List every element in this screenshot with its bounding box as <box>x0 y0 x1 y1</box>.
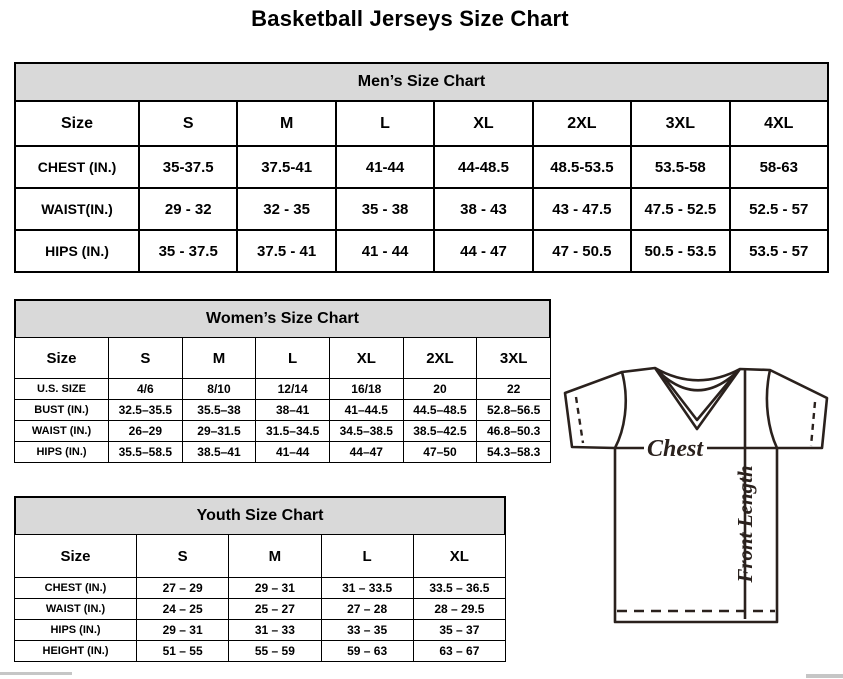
measurement-row-label: WAIST (IN.) <box>15 599 137 620</box>
size-value-cell: 35-37.5 <box>139 146 237 188</box>
size-value-cell: 33.5 – 36.5 <box>413 578 505 599</box>
size-value-cell: 27 – 28 <box>321 599 413 620</box>
size-value-cell: 35 - 37.5 <box>139 230 237 272</box>
size-column-header: L <box>336 101 434 146</box>
size-column-header: L <box>256 338 330 379</box>
size-value-cell: 47 - 50.5 <box>533 230 631 272</box>
size-value-cell: 12/14 <box>256 379 330 400</box>
measurement-row <box>15 641 506 662</box>
measurement-row <box>15 599 506 620</box>
size-column-header: XL <box>329 338 403 379</box>
size-value-cell: 31.5–34.5 <box>256 421 330 442</box>
size-column-header: 4XL <box>730 101 828 146</box>
measurement-row-label: BUST (IN.) <box>15 400 109 421</box>
size-value-cell: 26–29 <box>109 421 183 442</box>
size-column-header: S <box>139 101 237 146</box>
size-value-cell: 38–41 <box>256 400 330 421</box>
jersey-measurement-diagram <box>556 356 840 628</box>
size-value-cell: 63 – 67 <box>413 641 505 662</box>
left-cuff-stitch-line <box>576 397 583 443</box>
size-value-cell: 16/18 <box>329 379 403 400</box>
size-value-cell: 34.5–38.5 <box>329 421 403 442</box>
size-corner-header: Size <box>15 535 137 578</box>
size-column-header: L <box>321 535 413 578</box>
size-value-cell: 25 – 27 <box>229 599 321 620</box>
size-value-cell: 55 – 59 <box>229 641 321 662</box>
size-value-cell: 37.5 - 41 <box>237 230 335 272</box>
size-column-header: M <box>237 101 335 146</box>
measurement-row <box>15 421 551 442</box>
front-length-label: Front Length <box>733 465 757 583</box>
size-value-cell: 41-44 <box>336 146 434 188</box>
size-value-cell: 38 - 43 <box>434 188 532 230</box>
size-value-cell: 32.5–35.5 <box>109 400 183 421</box>
size-value-cell: 59 – 63 <box>321 641 413 662</box>
measurement-row-label: HIPS (IN.) <box>15 620 137 641</box>
measurement-row <box>15 379 551 400</box>
measurement-row <box>15 620 506 641</box>
size-column-header: 2XL <box>533 101 631 146</box>
size-value-cell: 46.8–50.3 <box>477 421 551 442</box>
size-value-cell: 37.5-41 <box>237 146 335 188</box>
chest-label: Chest <box>646 436 704 462</box>
size-value-cell: 53.5 - 57 <box>730 230 828 272</box>
womens-table-title: Women’s Size Chart <box>206 310 359 327</box>
size-value-cell: 44 - 47 <box>434 230 532 272</box>
size-value-cell: 41–44.5 <box>329 400 403 421</box>
measurement-row <box>15 188 828 230</box>
size-header-row <box>15 338 551 379</box>
size-value-cell: 47–50 <box>403 442 477 463</box>
size-value-cell: 52.5 - 57 <box>730 188 828 230</box>
left-armhole-seam <box>615 372 626 448</box>
size-value-cell: 8/10 <box>182 379 256 400</box>
size-value-cell: 29–31.5 <box>182 421 256 442</box>
scrollbar-fragment-right[interactable] <box>806 674 843 678</box>
measurement-row-label: HIPS (IN.) <box>15 442 109 463</box>
size-value-cell: 58-63 <box>730 146 828 188</box>
size-value-cell: 35 – 37 <box>413 620 505 641</box>
size-value-cell: 35.5–38 <box>182 400 256 421</box>
size-value-cell: 52.8–56.5 <box>477 400 551 421</box>
youth-table-title-bar <box>14 496 506 534</box>
size-column-header: S <box>109 338 183 379</box>
size-column-header: M <box>182 338 256 379</box>
mens-size-chart-section <box>14 62 829 273</box>
size-value-cell: 35.5–58.5 <box>109 442 183 463</box>
size-value-cell: 41 - 44 <box>336 230 434 272</box>
size-column-header: XL <box>413 535 505 578</box>
measurement-row-label: WAIST (IN.) <box>15 421 109 442</box>
size-value-cell: 33 – 35 <box>321 620 413 641</box>
size-value-cell: 20 <box>403 379 477 400</box>
size-value-cell: 29 - 32 <box>139 188 237 230</box>
youth-table-title: Youth Size Chart <box>196 507 324 524</box>
right-cuff-stitch-line <box>811 402 815 446</box>
youth-size-table <box>14 534 506 662</box>
size-header-row <box>15 535 506 578</box>
womens-table-title-bar <box>14 299 551 337</box>
size-value-cell: 47.5 - 52.5 <box>631 188 729 230</box>
womens-size-chart-section <box>14 299 551 463</box>
scrollbar-fragment-left[interactable] <box>0 672 72 675</box>
size-value-cell: 32 - 35 <box>237 188 335 230</box>
page-title: Basketball Jerseys Size Chart <box>251 6 569 31</box>
mens-table-title: Men’s Size Chart <box>357 73 486 90</box>
measurement-row-label: CHEST (IN.) <box>15 146 139 188</box>
size-value-cell: 48.5-53.5 <box>533 146 631 188</box>
size-column-header: S <box>137 535 229 578</box>
size-column-header: 3XL <box>477 338 551 379</box>
measurement-row-label: HIPS (IN.) <box>15 230 139 272</box>
size-value-cell: 29 – 31 <box>229 578 321 599</box>
measurement-row <box>15 230 828 272</box>
size-value-cell: 28 – 29.5 <box>413 599 505 620</box>
size-value-cell: 41–44 <box>256 442 330 463</box>
size-value-cell: 44–47 <box>329 442 403 463</box>
size-corner-header: Size <box>15 101 139 146</box>
size-value-cell: 24 – 25 <box>137 599 229 620</box>
size-column-header: XL <box>434 101 532 146</box>
size-value-cell: 38.5–42.5 <box>403 421 477 442</box>
mens-table-title-bar <box>14 62 829 100</box>
size-value-cell: 44.5–48.5 <box>403 400 477 421</box>
size-value-cell: 29 – 31 <box>137 620 229 641</box>
youth-size-chart-section <box>14 496 506 662</box>
measurement-row-label: CHEST (IN.) <box>15 578 137 599</box>
size-value-cell: 54.3–58.3 <box>477 442 551 463</box>
size-value-cell: 35 - 38 <box>336 188 434 230</box>
size-header-row <box>15 101 828 146</box>
measurement-row <box>15 146 828 188</box>
measurement-row <box>15 442 551 463</box>
measurement-row-label: U.S. SIZE <box>15 379 109 400</box>
jersey-outline <box>565 368 827 622</box>
measurement-row <box>15 578 506 599</box>
right-armhole-seam <box>767 370 777 448</box>
size-column-header: 3XL <box>631 101 729 146</box>
size-value-cell: 50.5 - 53.5 <box>631 230 729 272</box>
size-value-cell: 51 – 55 <box>137 641 229 662</box>
size-value-cell: 44-48.5 <box>434 146 532 188</box>
size-value-cell: 31 – 33.5 <box>321 578 413 599</box>
size-column-header: M <box>229 535 321 578</box>
measurement-row <box>15 400 551 421</box>
size-value-cell: 22 <box>477 379 551 400</box>
size-column-header: 2XL <box>403 338 477 379</box>
size-value-cell: 43 - 47.5 <box>533 188 631 230</box>
size-value-cell: 38.5–41 <box>182 442 256 463</box>
size-value-cell: 4/6 <box>109 379 183 400</box>
womens-size-table <box>14 337 551 463</box>
size-value-cell: 31 – 33 <box>229 620 321 641</box>
size-corner-header: Size <box>15 338 109 379</box>
measurement-row-label: HEIGHT (IN.) <box>15 641 137 662</box>
size-value-cell: 27 – 29 <box>137 578 229 599</box>
mens-size-table <box>14 100 829 273</box>
size-value-cell: 53.5-58 <box>631 146 729 188</box>
measurement-row-label: WAIST(IN.) <box>15 188 139 230</box>
